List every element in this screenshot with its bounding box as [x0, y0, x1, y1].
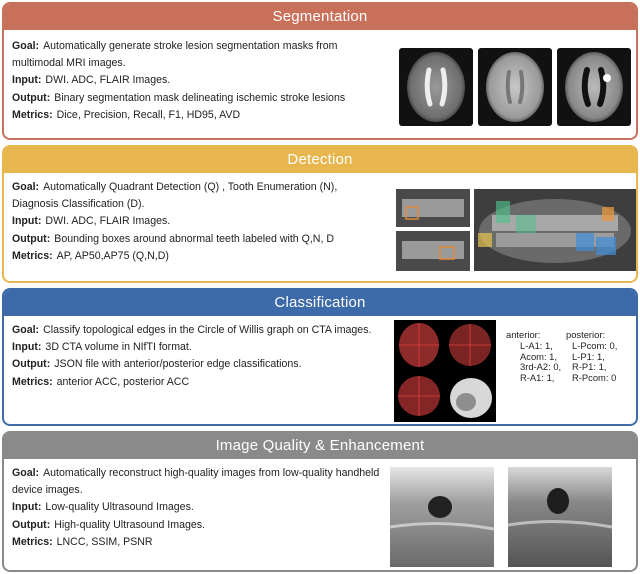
- output-text: JSON file with anterior/posterior edge classifications.: [54, 358, 302, 371]
- input-row: [12, 213, 382, 230]
- output-row: [12, 90, 382, 107]
- posterior-list: [566, 330, 638, 383]
- goal-label: Goal:: [12, 324, 40, 336]
- goal-label: Goal:: [12, 40, 40, 52]
- ultrasound-high-quality: [508, 467, 612, 567]
- highlight-green-2: [516, 215, 536, 233]
- panel-title: Classification: [4, 290, 636, 316]
- goal-text: Automatically generate stroke lesion segmentation masks from multimodal MRI images.: [12, 40, 338, 70]
- highlight-blue-2: [596, 237, 616, 255]
- metrics-row: [12, 107, 382, 124]
- anterior-item: Acom: 1,: [520, 350, 557, 362]
- input-label: Input:: [12, 341, 42, 354]
- metrics-text: LNCC, SSIM, PSNR: [56, 535, 153, 548]
- goal-label: Goal:: [12, 181, 40, 193]
- panel-text: [12, 38, 382, 124]
- brain-flair: [565, 52, 623, 122]
- goal-row: [12, 179, 382, 213]
- metrics-text: Dice, Precision, Recall, F1, HD95, AVD: [56, 108, 241, 121]
- posterior-header: posterior:: [566, 329, 606, 340]
- image-quality-panel: [2, 431, 638, 572]
- anterior-item: 3rd-A2: 0,: [520, 361, 562, 373]
- brain-adc: [486, 52, 544, 122]
- metrics-row: [12, 534, 382, 551]
- teeth-small-top: [402, 199, 464, 217]
- posterior-item: L-P1: 1,: [572, 350, 605, 362]
- output-label: Output:: [12, 232, 51, 245]
- output-label: Output:: [12, 518, 51, 531]
- output-text: Binary segmentation mask delineating ischemic stroke lesions: [54, 91, 346, 104]
- input-label: Input:: [12, 501, 42, 514]
- input-row: [12, 499, 382, 516]
- lesion-low-quality: [428, 496, 452, 518]
- posterior-item: R-Pcom: 0: [572, 371, 617, 383]
- metrics-row: [12, 248, 382, 265]
- mri-images: [399, 48, 631, 126]
- metrics-label: Metrics:: [12, 249, 53, 262]
- posterior-item: L-Pcom: 0,: [572, 340, 618, 352]
- classification-panel: [2, 288, 638, 426]
- input-text: DWI. ADC, FLAIR Images.: [45, 215, 171, 228]
- highlight-blue-1: [576, 233, 594, 251]
- goal-row: [12, 322, 382, 339]
- input-row: [12, 339, 382, 356]
- detection-panel: [2, 145, 638, 283]
- panel-text: [12, 322, 382, 391]
- output-row: [12, 517, 382, 534]
- output-row: [12, 231, 382, 248]
- input-text: DWI. ADC, FLAIR Images.: [45, 74, 171, 87]
- metrics-row: [12, 374, 382, 391]
- panel-text: [12, 465, 382, 551]
- highlight-yellow-1: [478, 233, 492, 247]
- output-row: [12, 356, 382, 373]
- highlight-green-1: [496, 201, 510, 223]
- cta-images: [394, 320, 496, 422]
- goal-row: [12, 38, 382, 72]
- goal-text: Classify topological edges in the Circle of Willis graph on CTA images.: [43, 324, 372, 336]
- brain-dwi: [407, 52, 465, 122]
- panel-title: Detection: [4, 147, 636, 173]
- cta-3d-shadow: [456, 393, 476, 411]
- panel-title: Image Quality & Enhancement: [4, 433, 636, 459]
- metrics-label: Metrics:: [12, 108, 53, 121]
- output-text: High-quality Ultrasound Images.: [54, 518, 205, 531]
- goal-label: Goal:: [12, 467, 40, 479]
- metrics-label: Metrics:: [12, 375, 53, 388]
- input-label: Input:: [12, 215, 42, 228]
- ultrasound-images: [390, 467, 634, 567]
- input-label: Input:: [12, 74, 42, 87]
- input-text: 3D CTA volume in NIfTI format.: [45, 341, 192, 354]
- metrics-text: AP, AP50,AP75 (Q,N,D): [56, 249, 169, 262]
- posterior-item: R-P1: 1,: [572, 361, 607, 373]
- output-text: Bounding boxes around abnormal teeth labeled with Q,N, D: [54, 232, 334, 245]
- anterior-header: anterior:: [506, 329, 541, 340]
- output-label: Output:: [12, 91, 51, 104]
- output-label: Output:: [12, 358, 51, 371]
- anterior-item: L-A1: 1,: [520, 340, 553, 352]
- input-row: [12, 72, 382, 89]
- metrics-text: anterior ACC, posterior ACC: [56, 375, 190, 388]
- goal-row: [12, 465, 382, 499]
- upper-teeth: [492, 215, 618, 231]
- goal-text: Automatically reconstruct high-quality images from low-quality handheld device images.: [12, 467, 380, 497]
- segmentation-panel: [2, 2, 638, 140]
- anterior-item: R-A1: 1,: [520, 371, 555, 383]
- goal-text: Automatically Quadrant Detection (Q) , Tooth Enumeration (N), Diagnosis Classification (D).: [12, 181, 338, 211]
- lesion-high-quality: [547, 488, 569, 514]
- metrics-label: Metrics:: [12, 535, 53, 548]
- dental-xray-images: [396, 189, 636, 271]
- lesion-flair: [603, 74, 611, 82]
- highlight-orange-1: [602, 207, 614, 221]
- panel-title: Segmentation: [4, 4, 636, 30]
- panel-text: [12, 179, 382, 265]
- input-text: Low-quality Ultrasound Images.: [45, 501, 194, 514]
